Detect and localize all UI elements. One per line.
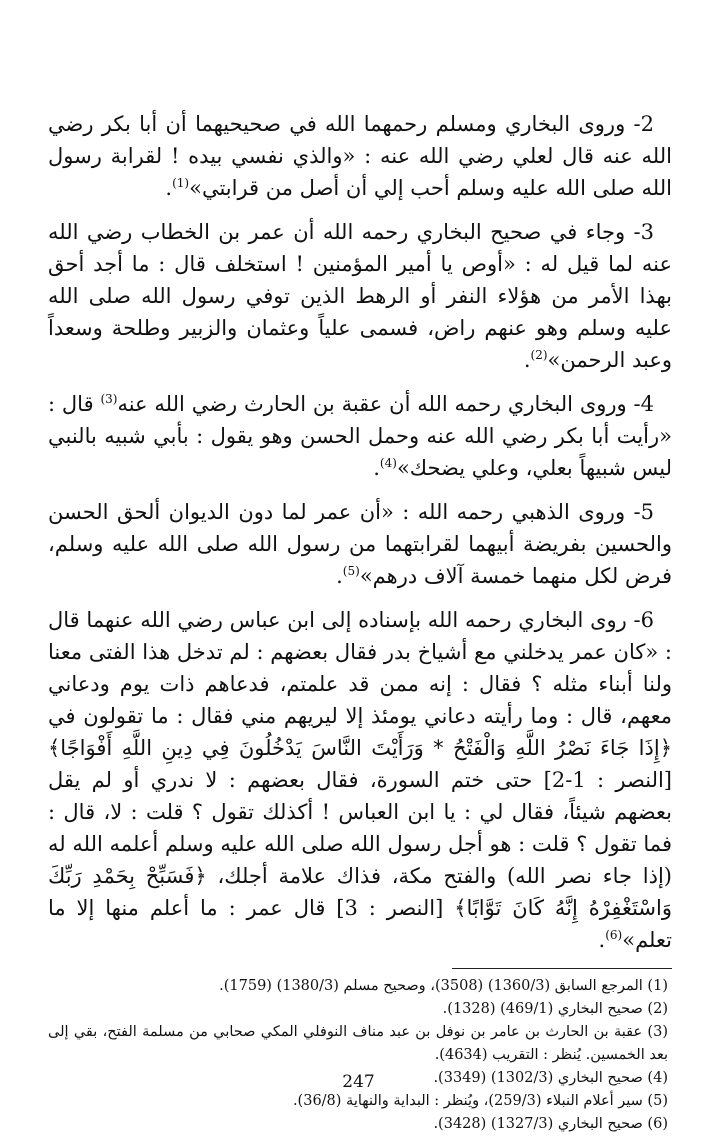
paragraph-text: [النصر : 1-2] حتى ختم السورة، فقال بعضهم : لا ندري أو لم يقل بعضهم شيئاً، فقال لي : يا ابن العباس ! أكذلك تقول ؟ قلت : لا، قال : فما تقول ؟ قلت : هو أجل رسول الله صلى الله عليه وسلم أعلمه الله له (إذا جاء نصر الله) والفتح مكة، فذاك علامة أجلك، [48, 768, 672, 888]
footnote-ref[interactable]: (5) [342, 564, 360, 578]
paragraph-text: 3- وجاء في صحيح البخاري رحمه الله أن عمر بن الخطاب رضي الله عنه لما قيل له : «أوص يا أمير المؤمنين ! استخلف قال : ما أجد أحق بهذا الأمر من هؤلاء النفر أو الرهط الذين توفي رسول الله صلى الله عليه وسلم وهو عنهم راض، فسمى علياً وعثمان والزبير وطلحة وسعداً وعبد الرحمن» [48, 220, 672, 372]
paragraph-text: 2- وروى البخاري ومسلم رحمهما الله في صحيحيهما أن أبا بكر رضي الله عنه قال لعلي رضي الله عنه : «والذي نفسي بيده ! لقرابة رسول الله صلى الله عليه وسلم أحب إلي أن أصل من قرابتي» [48, 112, 672, 200]
paragraph-5 [48, 496, 672, 592]
paragraph-end: . [336, 564, 343, 588]
paragraph-end: . [165, 176, 173, 200]
footnote-ref[interactable]: (3) [100, 392, 118, 406]
footnote-item: (3) عقبة بن الحارث بن عامر بن نوفل بن عبد مناف النوفلي المكي صحابي من مسلمة الفتح، بقي إلى بعد الخمسين. يُنظر : التقريب (4634). [48, 1024, 668, 1063]
paragraph-text: قال : «رأيت أبا بكر رضي الله عنه وحمل الحسن وهو يقول : بأبي شبيه بالنبي ليس شبيهاً بعلي، وعلي يضحك» [48, 392, 672, 480]
paragraph-text: [النصر : 3] قال عمر : ما أعلم منها إلا ما تعلم» [48, 896, 672, 952]
paragraph-3 [48, 216, 672, 376]
paragraph-2 [48, 108, 672, 204]
footnote-item: (4) صحيح البخاري (1302/3) (3349). [433, 1070, 668, 1086]
footnote-ref[interactable]: (6) [605, 928, 623, 942]
quran-verse: ﴿فَسَبِّحْ بِحَمْدِ رَبِّكَ وَاسْتَغْفِرْهُ إِنَّهُ كَانَ تَوَّابًا﴾ [48, 864, 673, 920]
footnote-item: (2) صحيح البخاري (469/1) (1328). [442, 1001, 668, 1017]
paragraph-4 [48, 388, 672, 484]
page-number: 247 [342, 1072, 375, 1092]
footnotes-list [48, 975, 672, 1136]
footnote-divider [452, 968, 672, 969]
footnote-item: (1) المرجع السابق (1360/3) (3508)، وصحيح مسلم (1380/3) (1759). [219, 978, 668, 994]
paragraph-text: 6- روى البخاري رحمه الله بإسناده إلى ابن عباس رضي الله عنهما قال : «كان عمر يدخلني مع أشياخ بدر فقال بعضهم : لم تدخل هذا الفتى معنا ولنا أبناء مثله ؟ فقال : إنه ممن قد علمتم، فدعاهم ذات يوم ودعاني معهم، قال : وما رأيته دعاني يومئذ إلا ليريهم مني فقال : ما تقولون في [48, 608, 672, 728]
footnote-ref[interactable]: (1) [172, 176, 190, 190]
paragraph-end: . [598, 928, 606, 952]
footnote-ref[interactable]: (4) [379, 456, 397, 470]
footnote-item: (6) صحيح البخاري (1327/3) (3428). [433, 1116, 668, 1132]
footnote-item: (5) سير أعلام النبلاء (259/3)، ويُنظر : البداية والنهاية (36/8). [292, 1093, 668, 1109]
quran-verse: ﴿إِذَا جَاءَ نَصْرُ اللَّهِ وَالْفَتْحُ * وَرَأَيْتَ النَّاسَ يَدْخُلُونَ فِي دِينِ اللَّهِ أَفْوَاجًا﴾ [48, 736, 672, 760]
paragraph-end: . [373, 456, 380, 480]
paragraph-text: 4- وروى البخاري رحمه الله أن عقبة بن الحارث رضي الله عنه [117, 392, 654, 416]
footnote-ref[interactable]: (2) [530, 348, 548, 362]
paragraph-text: 5- وروى الذهبي رحمه الله : «أن عمر لما دون الديوان ألحق الحسن والحسين بفريضة أبيهما لقرابتهما من رسول الله صلى الله عليه وسلم، فرض لكل منهما خمسة آلاف درهم» [48, 500, 672, 588]
paragraph-6 [48, 604, 672, 956]
page-body [48, 108, 672, 1136]
paragraph-end: . [523, 348, 531, 372]
